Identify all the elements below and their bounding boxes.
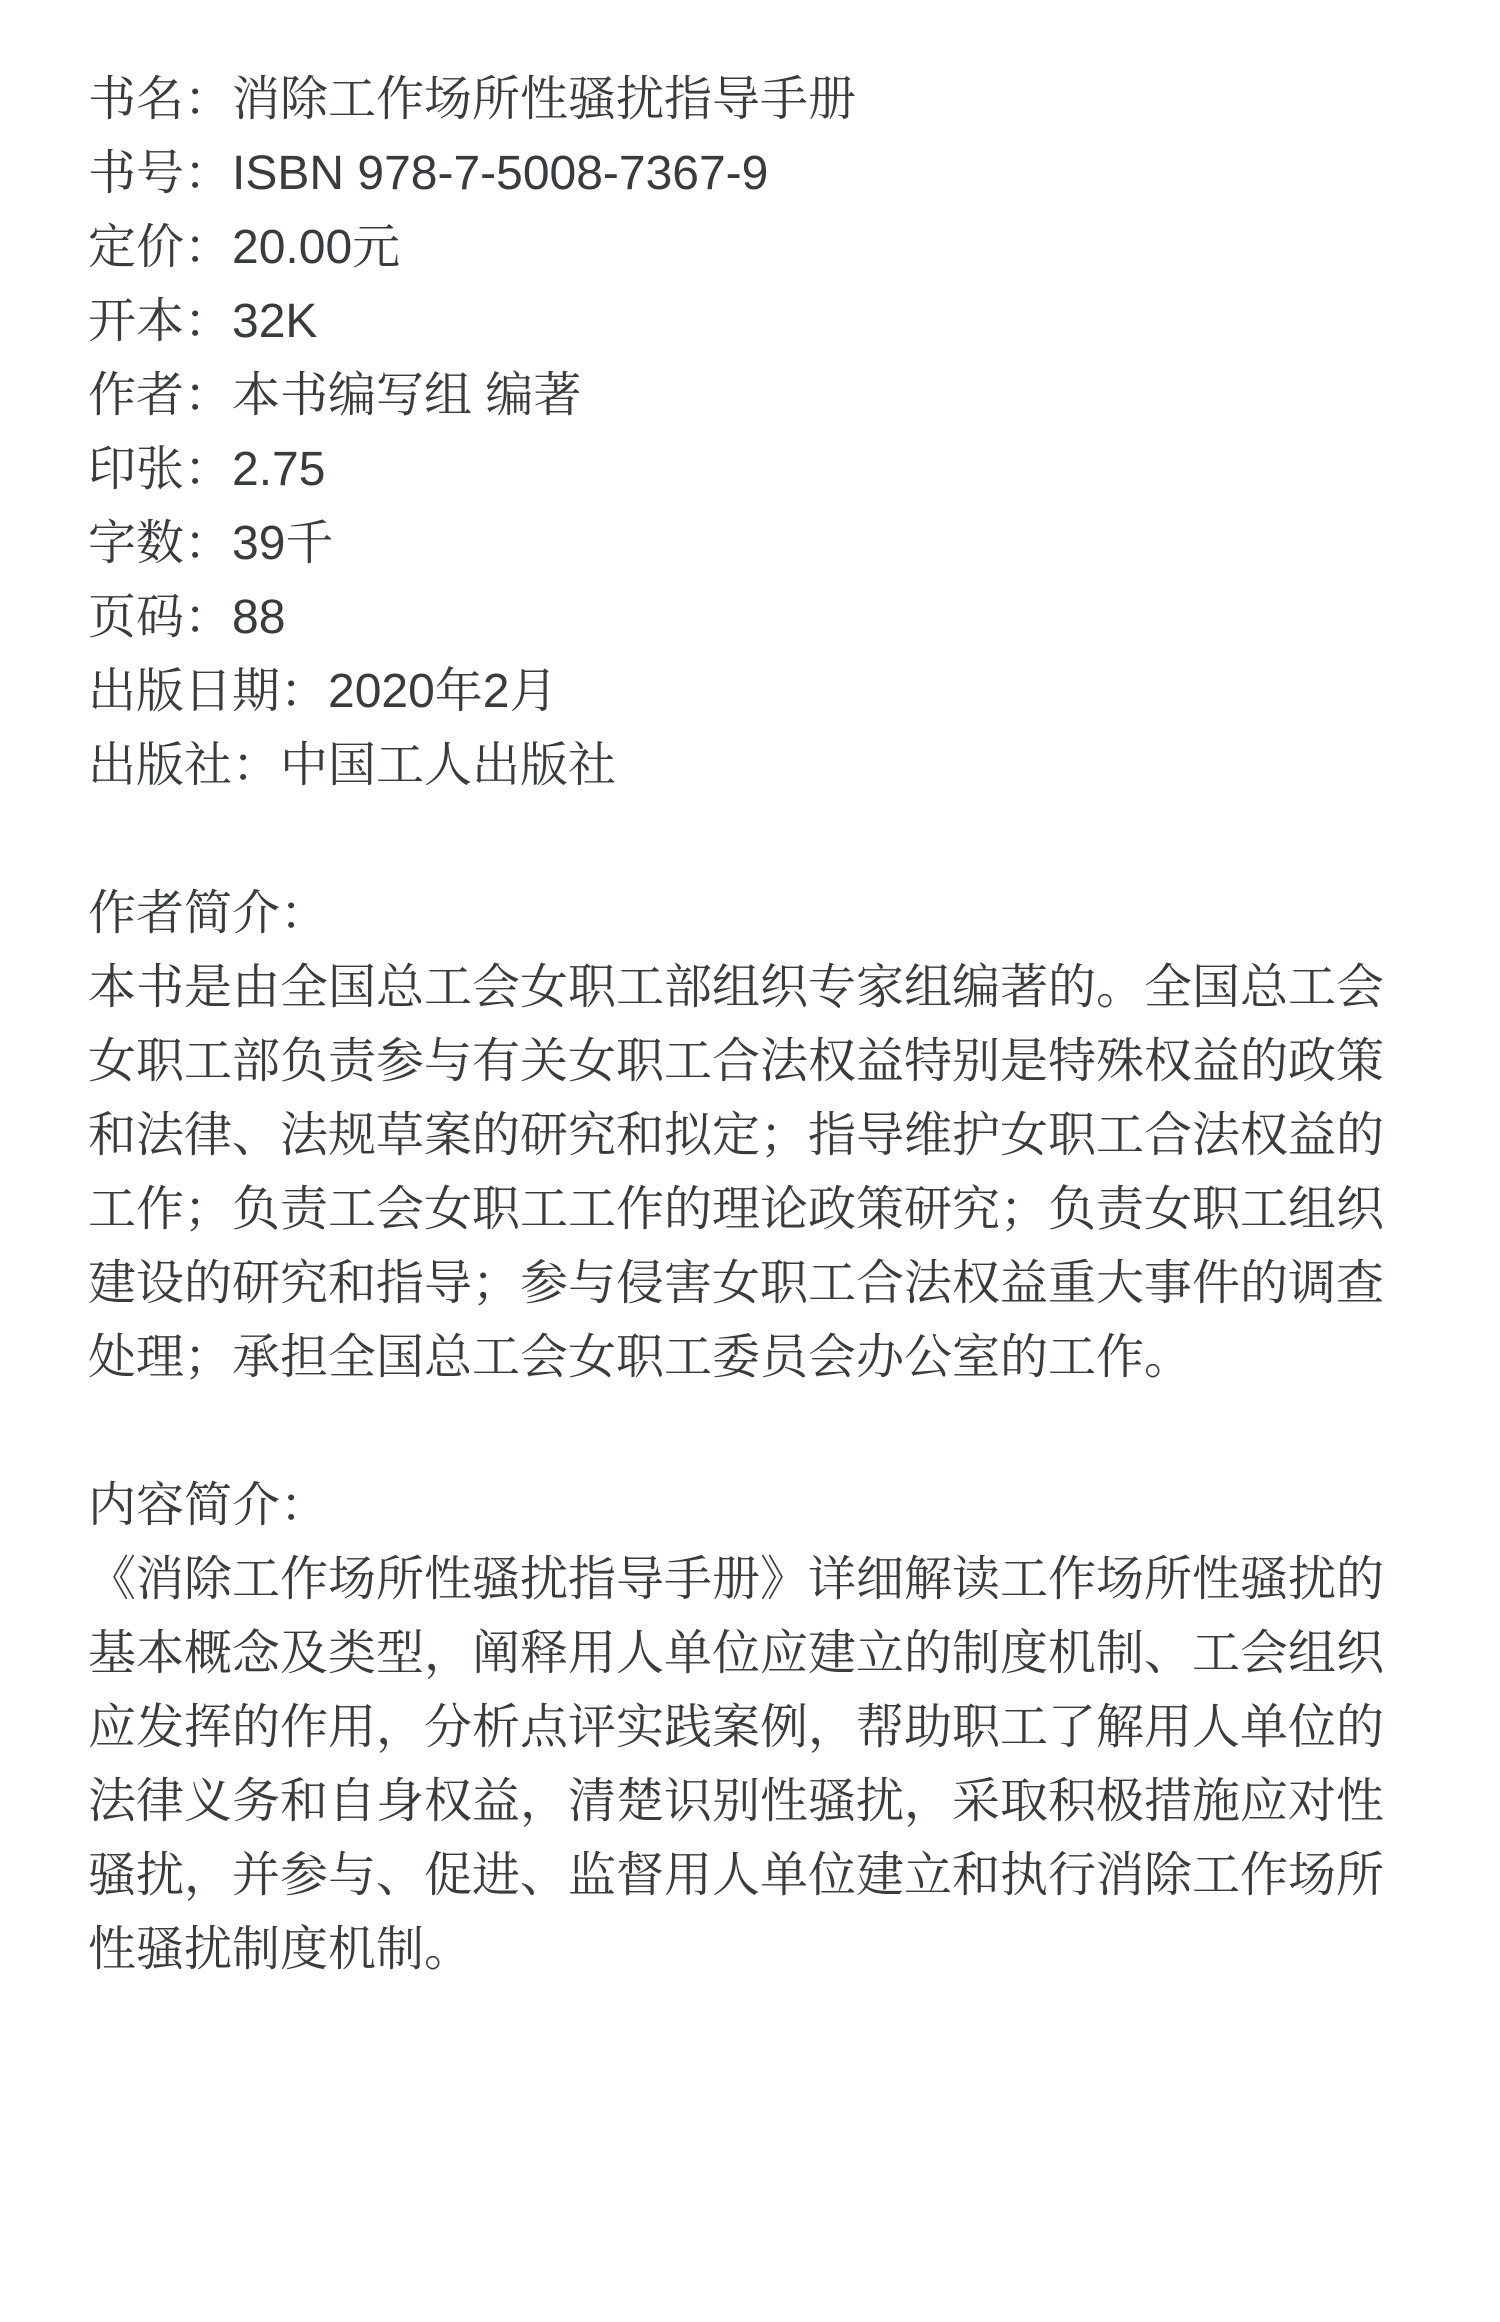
meta-line-title bbox=[88, 63, 1444, 137]
content-intro-line: 法律义务和自身权益，清楚识别性骚扰，采取积极措施应对性 bbox=[88, 1775, 1385, 1828]
author-intro-line: 处理；承担全国总工会女职工委员会办公室的工作。 bbox=[88, 1331, 1193, 1384]
meta-value: 消除工作场所性骚扰指导手册 bbox=[232, 73, 857, 126]
meta-value: 2020年2月 bbox=[328, 665, 558, 718]
meta-label: 出版社： bbox=[88, 739, 281, 792]
meta-line-author bbox=[88, 359, 1444, 433]
meta-line-isbn bbox=[88, 137, 1444, 211]
meta-line-publisher bbox=[88, 729, 1444, 803]
meta-label: 字数： bbox=[88, 517, 233, 570]
content-intro-section bbox=[88, 1469, 1444, 1987]
content-intro-heading: 内容简介： bbox=[88, 1479, 329, 1532]
author-intro-line: 和法律、法规草案的研究和拟定；指导维护女职工合法权益的 bbox=[88, 1109, 1385, 1162]
meta-label: 页码： bbox=[88, 591, 233, 644]
meta-label: 印张： bbox=[88, 443, 233, 496]
meta-label: 定价： bbox=[88, 221, 233, 274]
meta-value: 39千 bbox=[232, 517, 334, 570]
meta-value: 中国工人出版社 bbox=[280, 739, 617, 792]
meta-value: 2.75 bbox=[232, 443, 326, 496]
content-intro-line: 基本概念及类型，阐释用人单位应建立的制度机制、工会组织 bbox=[88, 1627, 1385, 1680]
author-intro-heading: 作者简介： bbox=[88, 887, 329, 940]
content-intro-line: 骚扰，并参与、促进、监督用人单位建立和执行消除工作场所 bbox=[88, 1849, 1385, 1902]
meta-line-format bbox=[88, 285, 1444, 359]
meta-line-pubdate bbox=[88, 655, 1444, 729]
content-intro-line: 《消除工作场所性骚扰指导手册》详细解读工作场所性骚扰的 bbox=[88, 1553, 1385, 1606]
author-intro-line: 女职工部负责参与有关女职工合法权益特别是特殊权益的政策 bbox=[88, 1035, 1385, 1088]
meta-line-pages bbox=[88, 581, 1444, 655]
book-metadata-block bbox=[88, 63, 1444, 803]
author-intro-line: 建设的研究和指导；参与侵害女职工合法权益重大事件的调查 bbox=[88, 1257, 1385, 1310]
meta-label: 书号： bbox=[88, 147, 233, 200]
meta-line-price bbox=[88, 211, 1444, 285]
meta-line-sheets bbox=[88, 433, 1444, 507]
meta-label: 书名： bbox=[88, 73, 233, 126]
meta-label: 出版日期： bbox=[88, 665, 329, 718]
author-intro-section bbox=[88, 877, 1444, 1395]
meta-value: 32K bbox=[232, 295, 318, 348]
meta-value: 88 bbox=[232, 591, 286, 644]
meta-label: 开本： bbox=[88, 295, 233, 348]
meta-label: 作者： bbox=[88, 369, 233, 422]
meta-value: 20.00元 bbox=[232, 221, 401, 274]
meta-value: 本书编写组 编著 bbox=[232, 369, 582, 422]
author-intro-line: 本书是由全国总工会女职工部组织专家组编著的。全国总工会 bbox=[88, 961, 1385, 1014]
meta-line-wordcount bbox=[88, 507, 1444, 581]
author-intro-line: 工作；负责工会女职工工作的理论政策研究；负责女职工组织 bbox=[88, 1183, 1385, 1236]
meta-value: ISBN 978-7-5008-7367-9 bbox=[232, 147, 769, 200]
content-intro-line: 应发挥的作用，分析点评实践案例，帮助职工了解用人单位的 bbox=[88, 1701, 1385, 1754]
content-intro-line: 性骚扰制度机制。 bbox=[88, 1923, 473, 1976]
